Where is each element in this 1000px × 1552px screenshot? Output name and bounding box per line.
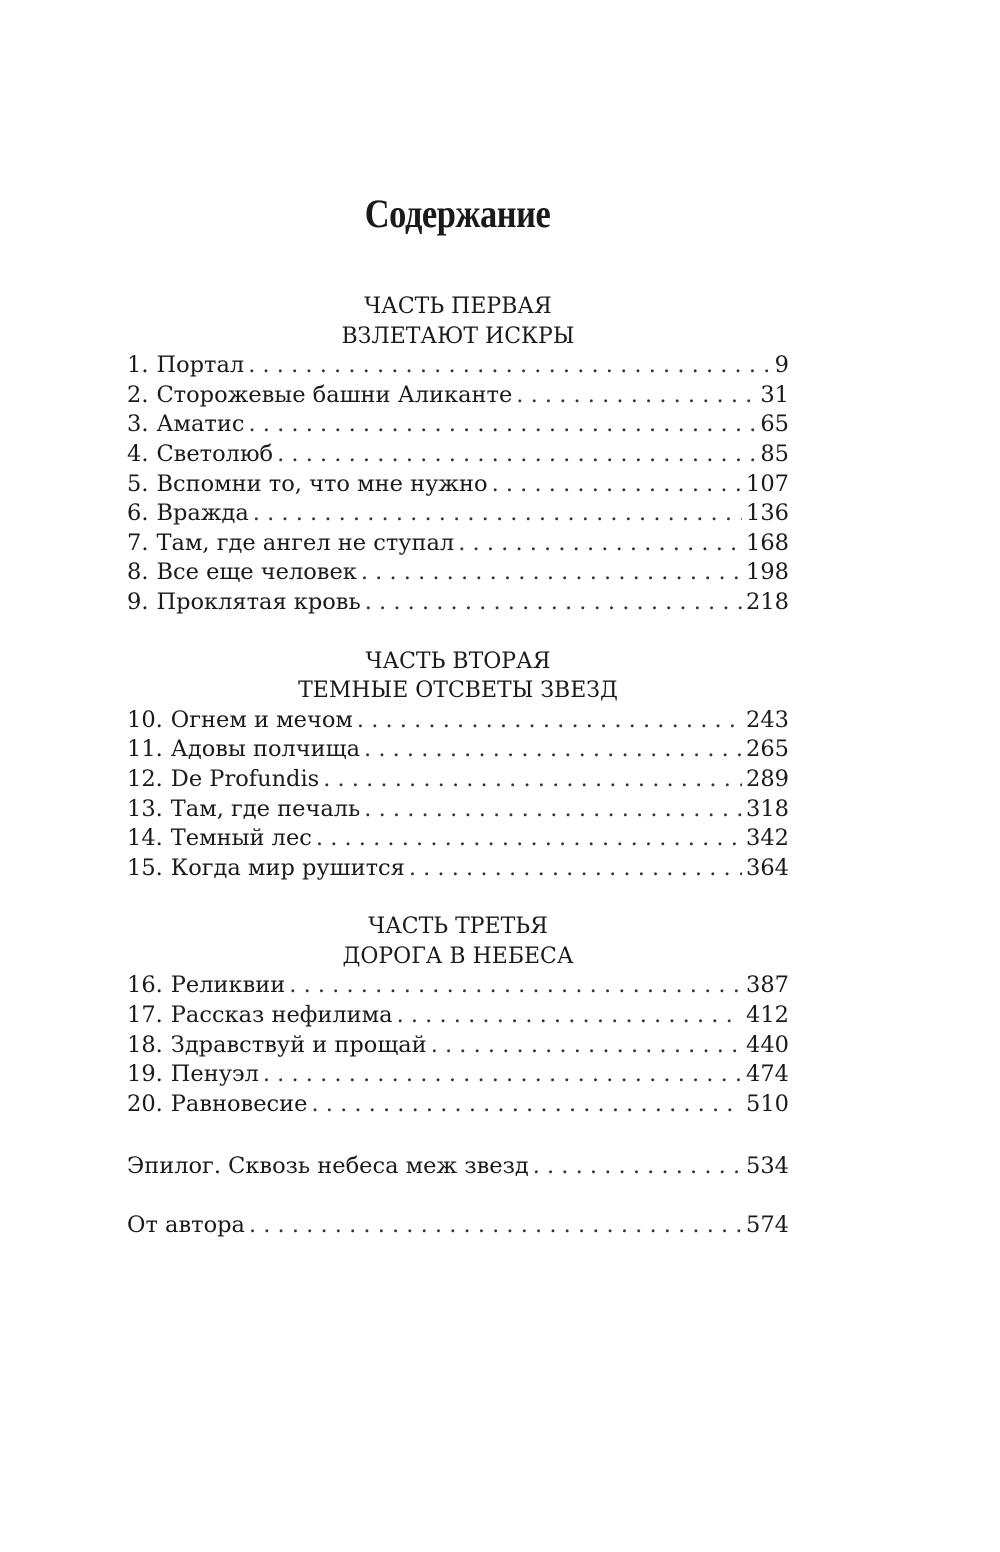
chapter-title: Аматис xyxy=(156,411,245,438)
toc-entry[interactable] xyxy=(127,588,789,618)
page-number: 136 xyxy=(746,500,789,527)
toc-entry[interactable] xyxy=(127,351,789,381)
page-number: 318 xyxy=(746,795,789,822)
page-number: 342 xyxy=(746,825,789,852)
page-number: 440 xyxy=(746,1031,789,1058)
dot-leader xyxy=(253,499,742,529)
part-1 xyxy=(127,292,789,618)
chapter-title: Все еще человек xyxy=(156,559,357,586)
page-number: 107 xyxy=(746,470,789,497)
page-number: 65 xyxy=(760,411,789,438)
chapter-title: Пенуэл xyxy=(170,1061,259,1088)
part-title: ДОРОГА В НЕБЕСА xyxy=(342,943,574,969)
chapter-number: 20. xyxy=(127,1090,163,1117)
chapter-title: Равновесие xyxy=(170,1090,308,1117)
toc-entry[interactable] xyxy=(127,529,789,559)
chapter-title: De Profundis xyxy=(170,765,320,792)
page-title: Содержание xyxy=(364,191,551,236)
page-number: 168 xyxy=(746,529,789,556)
chapter-title: Светолюб xyxy=(156,440,274,467)
toc-entry[interactable] xyxy=(127,971,789,1001)
page-number: 474 xyxy=(746,1061,789,1088)
chapter-number: 13. xyxy=(127,795,163,822)
page-number: 218 xyxy=(746,588,789,615)
dot-leader xyxy=(323,765,742,795)
toc-entry[interactable] xyxy=(127,558,789,588)
chapter-title: Вражда xyxy=(156,500,249,527)
dot-leader xyxy=(248,410,756,440)
dot-leader xyxy=(364,795,742,825)
page-number: 31 xyxy=(760,381,789,408)
toc-entry[interactable] xyxy=(127,824,789,854)
chapter-number: 4. xyxy=(127,440,149,467)
dot-leader xyxy=(364,735,742,765)
toc-entry[interactable] xyxy=(127,1060,789,1090)
chapter-number: 2. xyxy=(127,381,149,408)
toc-entry[interactable] xyxy=(127,706,789,736)
dot-leader xyxy=(409,854,742,884)
page-number: 510 xyxy=(746,1090,789,1117)
chapter-title: Огнем и мечом xyxy=(170,706,353,733)
part-label: ЧАСТЬ ТРЕТЬЯ xyxy=(368,914,548,940)
page-number: 387 xyxy=(746,972,789,999)
page-number: 198 xyxy=(746,559,789,586)
chapter-number: 1. xyxy=(127,352,149,379)
part-label: ЧАСТЬ ПЕРВАЯ xyxy=(364,294,552,319)
dot-leader xyxy=(361,558,742,588)
toc-entry[interactable] xyxy=(127,1090,789,1120)
table-of-contents xyxy=(127,292,789,1241)
dot-leader xyxy=(263,1060,742,1090)
chapter-title: Сторожевые башни Аликанте xyxy=(156,381,513,408)
page-number: 412 xyxy=(746,1002,789,1029)
chapter-number: 5. xyxy=(127,470,149,497)
chapter-title: Рассказ нефилима xyxy=(170,1002,393,1029)
chapter-number: 8. xyxy=(127,559,149,586)
dot-leader xyxy=(277,440,756,470)
toc-entry[interactable] xyxy=(127,854,789,884)
author-note-title: От автора xyxy=(127,1212,245,1239)
dot-leader xyxy=(311,1090,742,1120)
chapter-title: Реликвии xyxy=(170,972,286,999)
toc-entry[interactable] xyxy=(127,765,789,795)
chapter-number: 17. xyxy=(127,1002,163,1029)
chapter-title: Адовы полчища xyxy=(170,736,361,763)
part-title: ВЗЛЕТАЮТ ИСКРЫ xyxy=(341,323,575,349)
toc-entry[interactable] xyxy=(127,381,789,411)
toc-entry[interactable] xyxy=(127,735,789,765)
chapter-number: 10. xyxy=(127,706,163,733)
part-3 xyxy=(127,912,789,1119)
part-title: ТЕМНЫЕ ОТСВЕТЫ ЗВЕЗД xyxy=(298,678,618,704)
dot-leader xyxy=(516,381,756,411)
chapter-title: Темный лес xyxy=(170,825,312,852)
toc-entry[interactable] xyxy=(127,410,789,440)
chapter-number: 11. xyxy=(127,736,163,763)
page-number: 574 xyxy=(746,1212,789,1239)
dot-leader xyxy=(431,1031,742,1061)
chapter-number: 15. xyxy=(127,854,163,881)
chapter-number: 18. xyxy=(127,1031,163,1058)
page-number: 265 xyxy=(746,736,789,763)
dot-leader xyxy=(492,470,742,500)
page-number: 9 xyxy=(774,352,789,379)
toc-entry[interactable] xyxy=(127,440,789,470)
toc-entry[interactable] xyxy=(127,1001,789,1031)
page-number: 243 xyxy=(746,706,789,733)
dot-leader xyxy=(316,824,742,854)
dot-leader xyxy=(289,971,742,1001)
toc-entry[interactable] xyxy=(127,1031,789,1061)
toc-entry-epilogue[interactable] xyxy=(127,1152,789,1182)
page-number: 85 xyxy=(760,440,789,467)
chapter-title: Здравствуй и прощай xyxy=(170,1031,427,1058)
chapter-title: Когда мир рушится xyxy=(170,854,405,881)
chapter-number: 7. xyxy=(127,529,149,556)
chapter-title: Портал xyxy=(156,352,245,379)
chapter-title: Вспомни то, что мне нужно xyxy=(156,470,488,497)
chapter-number: 6. xyxy=(127,500,149,527)
dot-leader xyxy=(458,529,742,559)
dot-leader xyxy=(248,351,770,381)
chapter-number: 14. xyxy=(127,825,163,852)
page-number: 289 xyxy=(746,765,789,792)
chapter-number: 9. xyxy=(127,588,149,615)
chapter-title: Там, где ангел не ступал xyxy=(156,529,455,556)
toc-entry-author-note[interactable] xyxy=(127,1211,789,1241)
page-number: 364 xyxy=(746,854,789,881)
chapter-number: 16. xyxy=(127,972,163,999)
epilogue-title: Эпилог. Сквозь небеса меж звезд xyxy=(127,1153,529,1180)
dot-leader xyxy=(357,706,742,736)
toc-entry[interactable] xyxy=(127,795,789,825)
dot-leader xyxy=(397,1001,742,1031)
dot-leader xyxy=(365,588,742,618)
chapter-title: Там, где печаль xyxy=(170,795,361,822)
chapter-title: Проклятая кровь xyxy=(156,588,361,615)
part-label: ЧАСТЬ ВТОРАЯ xyxy=(365,648,551,674)
chapter-number: 19. xyxy=(127,1061,163,1088)
dot-leader xyxy=(533,1152,742,1182)
dot-leader xyxy=(249,1211,742,1241)
toc-entry[interactable] xyxy=(127,470,789,500)
part-2 xyxy=(127,647,789,884)
chapter-number: 3. xyxy=(127,411,149,438)
page-number: 534 xyxy=(746,1153,789,1180)
chapter-number: 12. xyxy=(127,765,163,792)
toc-entry[interactable] xyxy=(127,499,789,529)
